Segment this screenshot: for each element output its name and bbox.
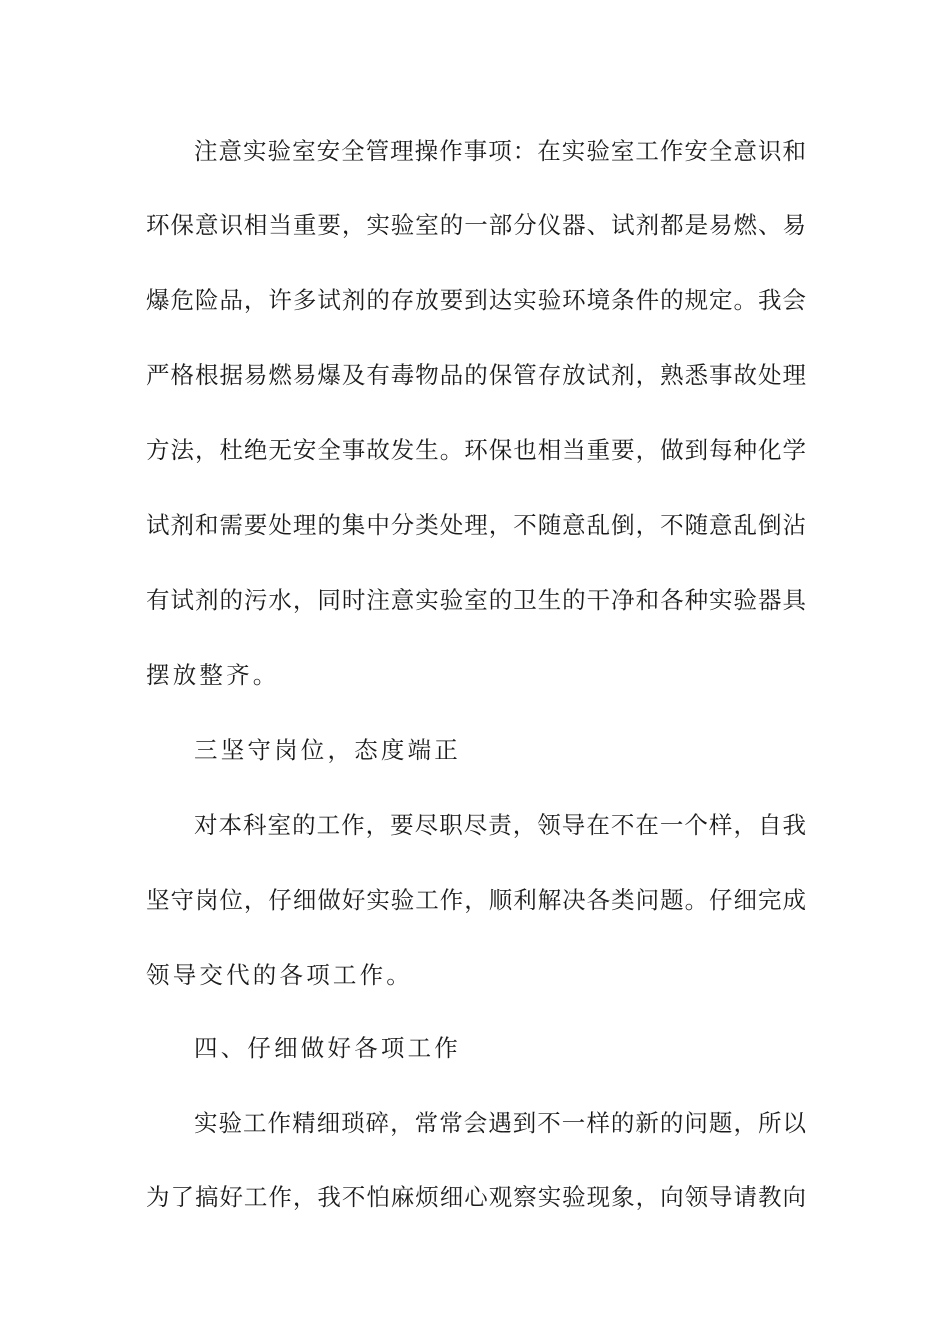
paragraph-line: 严格根据易燃易爆及有毒物品的保管存放试剂，熟悉事故处理 bbox=[146, 361, 806, 389]
section-heading: 四、仔细做好各项工作 bbox=[194, 1034, 461, 1062]
paragraph-line: 注意实验室安全管理操作事项：在实验室工作安全意识和 bbox=[194, 137, 806, 165]
paragraph-line: 环保意识相当重要，实验室的一部分仪器、试剂都是易燃、易 bbox=[146, 211, 806, 239]
paragraph-line: 坚守岗位，仔细做好实验工作，顺利解决各类问题。仔细完成 bbox=[146, 886, 806, 914]
paragraph-line: 实验工作精细琐碎，常常会遇到不一样的新的问题，所以 bbox=[194, 1109, 806, 1137]
paragraph-line: 爆危险品，许多试剂的存放要到达实验环境条件的规定。我会 bbox=[146, 286, 806, 314]
section-heading: 三坚守岗位，态度端正 bbox=[194, 736, 461, 764]
paragraph-line: 对本科室的工作，要尽职尽责，领导在不在一个样，自我 bbox=[194, 811, 806, 839]
paragraph-line: 为了搞好工作，我不怕麻烦细心观察实验现象，向领导请教向 bbox=[146, 1183, 806, 1211]
paragraph-line: 方法，杜绝无安全事故发生。环保也相当重要，做到每种化学 bbox=[146, 436, 806, 464]
paragraph-line: 试剂和需要处理的集中分类处理，不随意乱倒，不随意乱倒沾 bbox=[146, 511, 806, 539]
paragraph-line: 摆放整齐。 bbox=[146, 661, 280, 689]
paragraph-line: 有试剂的污水，同时注意实验室的卫生的干净和各种实验器具 bbox=[146, 586, 806, 614]
paragraph-line: 领导交代的各项工作。 bbox=[146, 961, 413, 989]
